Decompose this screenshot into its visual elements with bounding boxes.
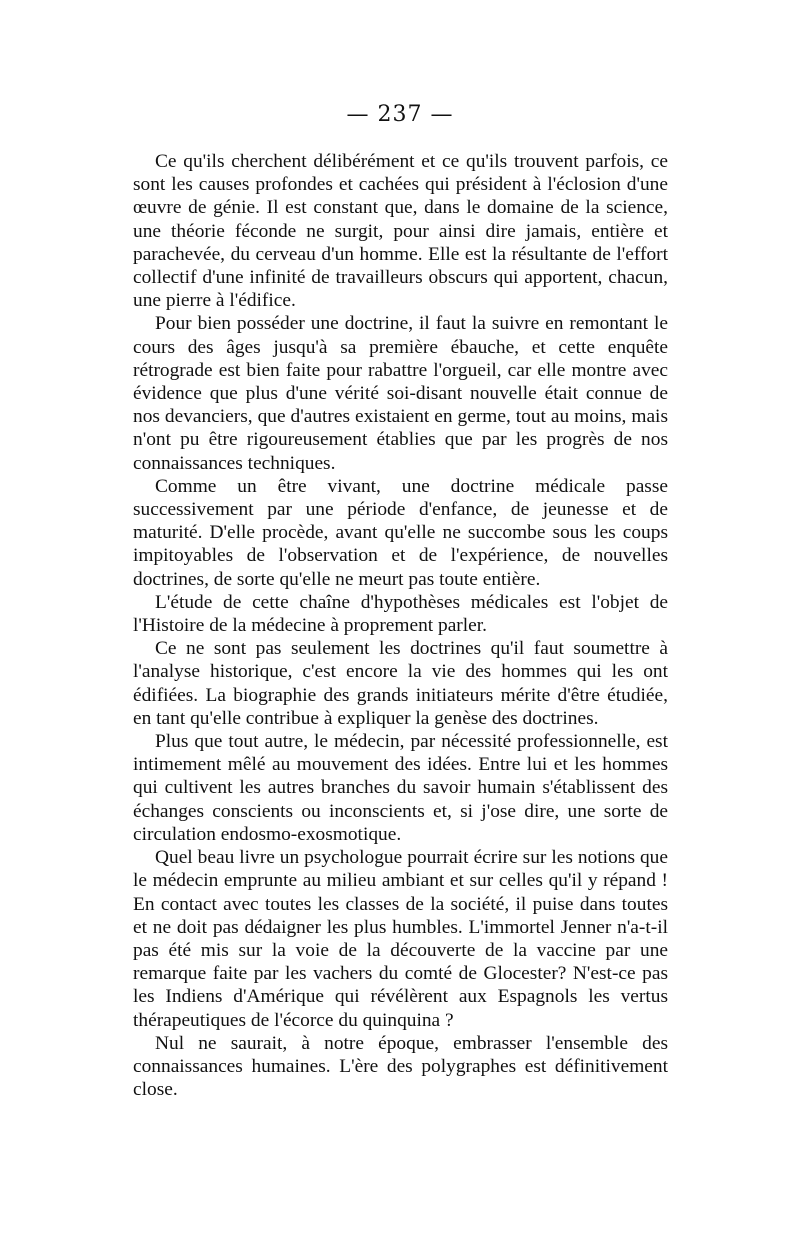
paragraph-4: L'étude de cette chaîne d'hypothèses médicales est l'objet de l'Histoire de la médecine à proprement parler. <box>133 591 668 637</box>
paragraph-5: Ce ne sont pas seulement les doctrines qu'il faut soumettre à l'analyse historique, c'est encore la vie des hommes qui les ont édifiées. La biographie des grands initiateurs mérite d'être étudiée, en tant qu'elle contribue à expliquer la genèse des doctrines. <box>133 638 668 729</box>
paragraph-6: Plus que tout autre, le médecin, par nécessité professionnelle, est intimement mêlé au mouvement des idées. Entre lui et les hommes qui cultivent les autres branches du savoir humain s'établissent des échanges conscients ou inconscients et, si j'ose dire, une sorte de circulation endosmo-exosmotique. <box>133 731 668 845</box>
paragraph-1: Ce qu'ils cherchent délibérément et ce qu'ils trouvent parfois, ce sont les causes profondes et cachées qui président à l'éclosion d'une œuvre de génie. Il est constant que, dans le domaine de la science, une théorie féconde ne surgit, pour ainsi dire jamais, entière et parachevée, du cerveau d'un homme. Elle est la résultante de l'effort collectif d'une infinité de travailleurs obscurs qui apportent, chacun, une pierre à l'édifice. <box>133 151 668 312</box>
paragraph-2: Pour bien posséder une doctrine, il faut la suivre en remontant le cours des âges jusqu'à sa première ébauche, et cette enquête rétrograde est bien faite pour rabattre l'orgueil, car elle montre avec évidence que plus d'une vérité soi-disant nouvelle était connue de nos devanciers, que d'autres existaient en germe, tout au moins, mais n'ont pu être rigoureusement établies que par les progrès de nos connaissances techniques. <box>133 313 668 474</box>
body-text <box>133 150 668 1101</box>
paragraph-7: Quel beau livre un psychologue pourrait écrire sur les notions que le médecin emprunte au milieu ambiant et sur celles qu'il y répand ! En contact avec toutes les classes de la société, il puise dans toutes et ne doit pas dédaigner les plus humbles. L'immortel Jenner n'a-t-il pas été mis sur la voie de la découverte de la vaccine par une remarque faite par les vachers du comté de Glocester? N'est-ce pas les Indiens d'Amérique qui révélèrent aux Espagnols les vertus thérapeutiques de l'écorce du quinquina ? <box>133 847 668 1031</box>
page-number: — 237 — <box>346 102 454 127</box>
paragraph-8: Nul ne saurait, à notre époque, embrasser l'ensemble des connaissances humaines. L'ère des polygraphes est définitivement close. <box>133 1032 668 1101</box>
paragraph-3: Comme un être vivant, une doctrine médicale passe successivement par une période d'enfance, de jeunesse et de maturité. D'elle procède, avant qu'elle ne succombe sous les coups impitoyables de l'observation et de l'expérience, de nouvelles doctrines, de sorte qu'elle ne meurt pas toute entière. <box>133 475 668 590</box>
